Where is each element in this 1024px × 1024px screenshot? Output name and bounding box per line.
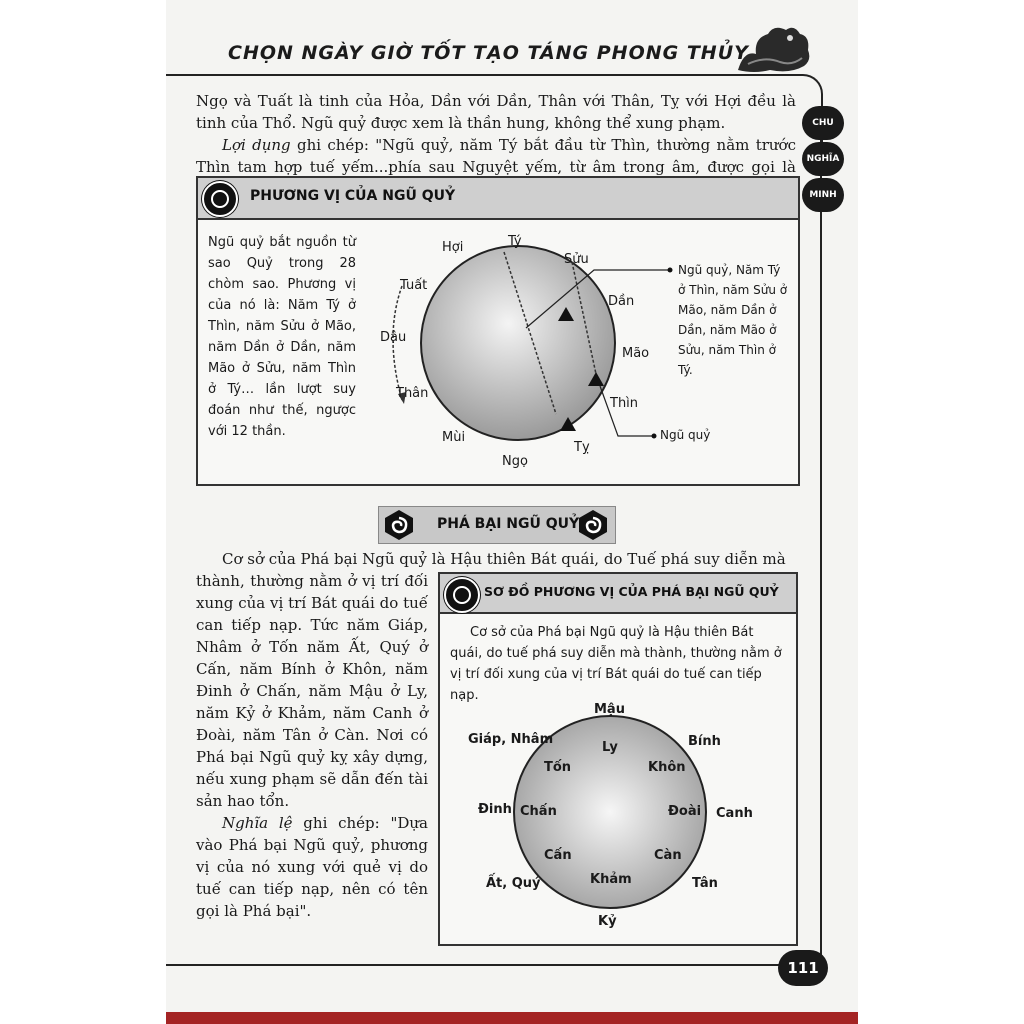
- book-cover-edge: [166, 1010, 858, 1024]
- spiral-emblem-icon: [383, 509, 415, 541]
- five-ghosts-position-box: [196, 176, 800, 486]
- intro-paragraph-1: Ngọ và Tuất là tinh của Hỏa, Dần với Dần, Thân với Thân, Tỵ với Hợi đều là tinh của Thổ. Ngũ quỷ được xem là thần hung, không thể xung phạm.: [196, 92, 796, 132]
- annotation-bottom: Ngũ quỷ: [660, 428, 711, 442]
- section-title: PHÁ BẠI NGŨ QUỶ: [437, 516, 580, 532]
- label-mui: Mùi: [442, 430, 466, 445]
- spiral-emblem-icon: [577, 509, 609, 541]
- label-mau: Mậu: [594, 702, 625, 717]
- label-dan: Dần: [608, 294, 635, 309]
- label-ly: Ly: [602, 740, 618, 755]
- label-dinh: Đinh: [478, 802, 512, 817]
- section2-paragraph-1: thành, thường nằm ở vị trí đối xung của vị trí Bát quái do tuế can tiếp nạp. Tức năm Giáp, Nhâm ở Tốn năm Ất, Quý ở Cấn, năm Bính ở Khôn, năm Đinh ở Chấn, năm Mậu ở Ly, năm Kỷ ở Khảm, năm Canh ở Đoài, năm Tân ở Càn. Nơi có Phá bại Ngũ quỷ kỵ xây dựng, nếu xung phạm sẽ dẫn đến tài sản hao tổn.: [196, 572, 428, 810]
- label-mao: Mão: [622, 346, 650, 361]
- label-can-gen: Cấn: [544, 848, 572, 863]
- dragon-ornament-icon: [734, 20, 814, 74]
- box-title: PHƯƠNG VỊ CỦA NGŨ QUỶ: [250, 188, 456, 204]
- label-ky: Kỷ: [598, 914, 617, 929]
- book-page: [166, 0, 858, 1012]
- label-ton: Tốn: [544, 760, 572, 775]
- box1-description: Ngũ quỷ bắt nguồn từ sao Quỷ trong 28 chòm sao. Phương vị của nó là: Năm Tý ở Thìn, năm Sửu ở Mão, năm Dần ở Dần, năm Mão ở Sửu, năm Thìn ở Tý… lần lượt suy đoán như thế, ngược với 12 thần.: [208, 235, 356, 439]
- label-tan: Tân: [692, 876, 718, 891]
- left-margin: [0, 0, 166, 1024]
- label-binh: Bính: [688, 734, 721, 749]
- running-header: CHỌN NGÀY GIỜ TỐT TẠO TÁNG PHONG THỦY: [228, 42, 749, 64]
- box2-description: Cơ sở của Phá bại Ngũ quỷ là Hậu thiên Bát quái, do tuế phá suy diễn mà thành, thường nằm ở vị trí đối xung của vị trí Bát quái do tuế can tiếp nạp.: [450, 625, 782, 703]
- label-giap-nham: Giáp, Nhâm: [468, 732, 554, 747]
- label-at-quy: Ất, Quý: [486, 876, 541, 891]
- source-title: Lợi dụng: [222, 136, 291, 154]
- label-suu: Sửu: [564, 252, 589, 267]
- label-doai: Đoài: [668, 804, 702, 819]
- label-thin: Thìn: [610, 396, 639, 411]
- label-hoi: Hợi: [442, 240, 464, 255]
- side-rule: [820, 140, 822, 960]
- label-chan: Chấn: [520, 804, 557, 819]
- label-ngo: Ngọ: [502, 454, 528, 469]
- label-canh: Canh: [716, 806, 753, 821]
- side-tab-nghia[interactable]: NGHĨA: [802, 142, 844, 176]
- section-header: [378, 506, 616, 544]
- label-can-qian: Càn: [654, 848, 682, 863]
- label-dau: Dậu: [380, 330, 407, 345]
- box-title: SƠ ĐỒ PHƯƠNG VỊ CỦA PHÁ BẠI NGŨ QUỶ: [484, 584, 779, 599]
- annotation-top: Ngũ quỷ, Năm Tý ở Thìn, năm Sửu ở Mão, năm Dần ở Dần, năm Mão ở Sửu, năm Thìn ở Tý.: [678, 263, 788, 377]
- side-tab-minh[interactable]: MINH: [802, 178, 844, 212]
- label-than: Thân: [396, 386, 429, 401]
- side-tab-chu[interactable]: CHU: [802, 106, 844, 140]
- page-number: 111: [778, 950, 828, 986]
- intro-paragraph-2-text: ghi chép: "Ngũ quỷ, năm Tý bắt đầu từ Thìn, thường nằm trước Thìn tam hợp tuế yếm...phía sau Nguyệt yếm, từ âm trong âm, được gọi là: [196, 136, 796, 176]
- section2-paragraph-2: [196, 812, 428, 922]
- source-title: Nghĩa lệ: [222, 814, 293, 832]
- leader-line: [600, 386, 652, 436]
- label-kham: Khảm: [590, 872, 632, 887]
- section2-paragraph-lead: Cơ sở của Phá bại Ngũ quỷ là Hậu thiên Bát quái, do Tuế phá suy diễn mà: [222, 550, 786, 568]
- header-rule: [166, 74, 746, 76]
- label-khon: Khôn: [648, 760, 686, 775]
- label-tuat: Tuất: [400, 278, 428, 293]
- destruction-ghosts-diagram-box: [438, 572, 798, 946]
- zodiac-circle: [421, 246, 615, 440]
- label-ty-snake: Tỵ: [574, 440, 590, 455]
- label-ty-rat: Tý: [508, 234, 522, 249]
- footer-rule: [166, 964, 780, 966]
- section2-paragraph-2-text: ghi chép: "Dựa vào Phá bại Ngũ quỷ, phương vị của nó xung với quẻ vị do tuế can tiếp nạp, nên có tên gọi là Phá bại".: [196, 814, 428, 920]
- right-margin: [858, 0, 1024, 1024]
